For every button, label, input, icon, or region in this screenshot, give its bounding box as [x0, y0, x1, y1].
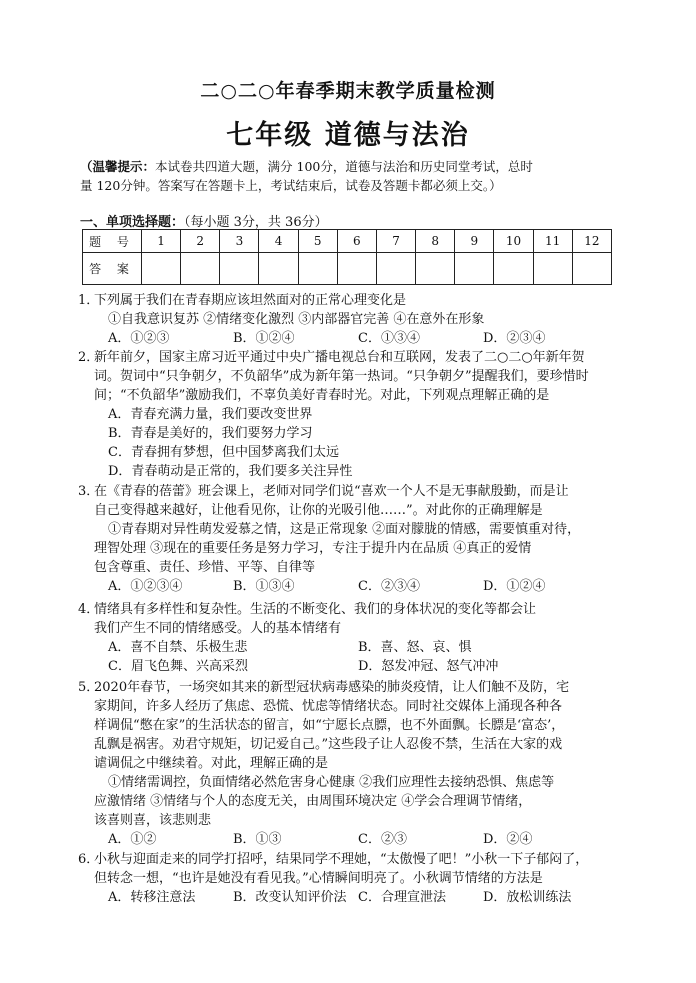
option-b[interactable]: B．青春是美好的，我们要努力学习: [108, 426, 313, 441]
question-statement-line: ①青春期对异性萌发爱慕之情，这是正常现象 ②面对朦胧的情感，需要慎重对待，: [108, 522, 581, 537]
option-d[interactable]: D．②③④: [483, 331, 546, 346]
question-statements: ①自我意识复苏 ②情绪变化激烈 ③内部器官完善 ④在意外在形象: [108, 312, 485, 327]
question-statement-line: ①情绪需调控，负面情绪必然危害身心健康 ②我们应理性去接纳恐惧、焦虑等: [108, 775, 555, 790]
option-a[interactable]: A．①②: [108, 832, 157, 847]
answer-label: 答 案: [83, 253, 142, 285]
option-b[interactable]: B．喜、怒、哀、惧: [358, 640, 472, 655]
table-number-cell: 2: [181, 230, 220, 253]
question-statement-line: 应激情绪 ③情绪与个人的态度无关，由周围环境决定 ④学会合理调节情绪，: [94, 794, 532, 809]
table-number-cell: 3: [220, 230, 259, 253]
notice-text: [80, 157, 620, 195]
table-number-cell: 4: [259, 230, 298, 253]
table-number-cell: 8: [416, 230, 455, 253]
notice-line1: 本试卷共四道大题，满分 100分，道德与法治和历史同堂考试，总时: [155, 159, 533, 174]
question-3: [78, 482, 618, 596]
option-a[interactable]: A．①②③④: [108, 579, 183, 594]
question-stem-line: 谑调侃之中继续着。对此，理解正确的是: [94, 756, 329, 771]
question-options: [88, 888, 618, 907]
question-options: [88, 329, 618, 348]
question-number: 6．: [78, 852, 100, 867]
table-number-cell: 12: [572, 230, 611, 253]
answer-table: [82, 229, 612, 285]
question-number: 2．: [78, 350, 100, 365]
option-b[interactable]: B．①③④: [233, 579, 295, 594]
question-statement-line: 该喜则喜，该悲则悲: [94, 813, 212, 828]
option-d[interactable]: D．①②④: [483, 579, 546, 594]
question-stem-line: 2020年春节，一场突如其来的新型冠状病毒感染的肺炎疫情，让人们触不及防，宅: [94, 680, 570, 695]
question-stem-line: 我们产生不同的情绪感受。人的基本情绪有: [94, 621, 342, 636]
question-stem-line: 乱飘是祸害。劝君守规矩，切记爱自己。”这些段子让人忍俊不禁，生活在大家的戏: [94, 737, 563, 752]
option-b[interactable]: B．改变认知评价法: [233, 890, 347, 905]
question-stem-line: 样调侃“憋在家”的生活状态的留言，如“宁愿长点膘，也不外面飘。长膘是‘富态’，: [94, 718, 565, 733]
option-c[interactable]: C．②③④: [358, 579, 420, 594]
question-stem-line: 自己变得越来越好，让他看见你，让你的光吸引他……”。对此你的正确理解是: [94, 503, 543, 518]
question-stem: 下列属于我们在青春期应该坦然面对的正常心理变化是: [94, 293, 407, 308]
question-stem-line: 间；“不负韶华”激励我们，不辜负美好青春时光。对此，下列观点理解正确的是: [94, 388, 550, 403]
option-a[interactable]: A．青春充满力量，我们要改变世界: [108, 407, 313, 422]
table-number-cell: 6: [337, 230, 376, 253]
answer-cell[interactable]: [259, 253, 298, 285]
answer-cell[interactable]: [494, 253, 533, 285]
option-c[interactable]: C．合理宣泄法: [358, 890, 446, 905]
answer-cell[interactable]: [376, 253, 415, 285]
question-number: 4．: [78, 602, 100, 617]
question-statement-line: 理智处理 ③现在的重要任务是努力学习，专注于提升内在品质 ④真正的爱情: [94, 541, 532, 556]
answer-table-answer-row: [83, 253, 612, 285]
answer-cell[interactable]: [298, 253, 337, 285]
answer-cell[interactable]: [455, 253, 494, 285]
option-d[interactable]: D．怒发冲冠、怒气冲冲: [358, 659, 499, 674]
question-5: [78, 678, 618, 849]
question-number-label: 题 号: [83, 230, 142, 253]
option-c[interactable]: C．①③④: [358, 331, 420, 346]
notice-line2: 量 120分钟。答案写在答题卡上，考试结束后，试卷及答题卡都必须上交。）: [80, 178, 502, 193]
question-number: 5．: [78, 680, 100, 695]
table-number-cell: 9: [455, 230, 494, 253]
option-d[interactable]: D．②④: [483, 832, 533, 847]
option-b[interactable]: B．①③: [233, 832, 282, 847]
question-number: 1．: [78, 293, 100, 308]
question-options: [88, 830, 618, 849]
question-number: 3．: [78, 484, 100, 499]
answer-cell[interactable]: [572, 253, 611, 285]
option-a[interactable]: A．喜不自禁、乐极生悲: [108, 640, 248, 655]
section-subtitle: （每小题 3分，共 36分）: [184, 215, 328, 230]
table-number-cell: 5: [298, 230, 337, 253]
exam-title: 二○二○年春季期末教学质量检测: [200, 80, 496, 102]
option-a[interactable]: A．①②③: [108, 331, 170, 346]
question-stem-line: 在《青春的蓓蕾》班会课上，老师对同学们说“喜欢一个人不是无事献殷勤，而是让: [94, 484, 569, 499]
option-b[interactable]: B．①②④: [233, 331, 295, 346]
answer-cell[interactable]: [142, 253, 181, 285]
question-1: [78, 291, 618, 348]
table-number-cell: 7: [376, 230, 415, 253]
question-options-row: [88, 638, 618, 657]
question-stem-line: 词。贺词中“只争朝夕，不负韶华”成为新年第一热词。“只争朝夕”提醒我们，要珍惜时: [94, 369, 589, 384]
option-c[interactable]: C．青春拥有梦想，但中国梦离我们太远: [108, 445, 339, 460]
notice-label: （温馨提示：: [80, 159, 156, 174]
answer-cell[interactable]: [220, 253, 259, 285]
question-stem-line: 新年前夕，国家主席习近平通过中央广播电视总台和互联网，发表了二○二○年新年贺: [94, 350, 585, 365]
answer-cell[interactable]: [416, 253, 455, 285]
option-c[interactable]: C．②③: [358, 832, 407, 847]
section-title: 一、单项选择题：: [80, 215, 185, 230]
question-statement-line: 包含尊重、责任、珍惜、平等、自律等: [94, 560, 316, 575]
answer-cell[interactable]: [181, 253, 220, 285]
option-a[interactable]: A．转移注意法: [108, 890, 196, 905]
question-2: [78, 348, 618, 481]
table-number-cell: 1: [142, 230, 181, 253]
section-heading: [80, 211, 328, 230]
question-4: [78, 600, 618, 676]
option-d[interactable]: D．放松训练法: [483, 890, 572, 905]
table-number-cell: 10: [494, 230, 533, 253]
answer-table-header-row: [83, 230, 612, 253]
answer-cell[interactable]: [533, 253, 572, 285]
question-stem-line: 小秋与迎面走来的同学打招呼，结果同学不理她，“太傲慢了吧！”小秋一下子郁闷了，: [94, 852, 589, 867]
option-d[interactable]: D．青春萌动是正常的，我们要多关注异性: [108, 464, 353, 479]
question-options: [88, 577, 618, 596]
answer-cell[interactable]: [337, 253, 376, 285]
exam-subject-title: 七年级 道德与法治: [226, 120, 470, 151]
table-number-cell: 11: [533, 230, 572, 253]
question-stem-line: 情绪具有多样性和复杂性。生活的不断变化、我们的身体状况的变化等都会让: [94, 602, 537, 617]
question-6: [78, 850, 618, 907]
question-stem-line: 但转念一想，“也许是她没有看见我。”心情瞬间明亮了。小秋调节情绪的方法是: [94, 871, 543, 886]
question-stem-line: 家期间，许多人经历了焦虑、恐慌、忧虑等情绪状态。同时社交媒体上涌现各种各: [94, 699, 563, 714]
option-c[interactable]: C．眉飞色舞、兴高采烈: [108, 659, 248, 674]
question-options-row: [88, 657, 618, 676]
